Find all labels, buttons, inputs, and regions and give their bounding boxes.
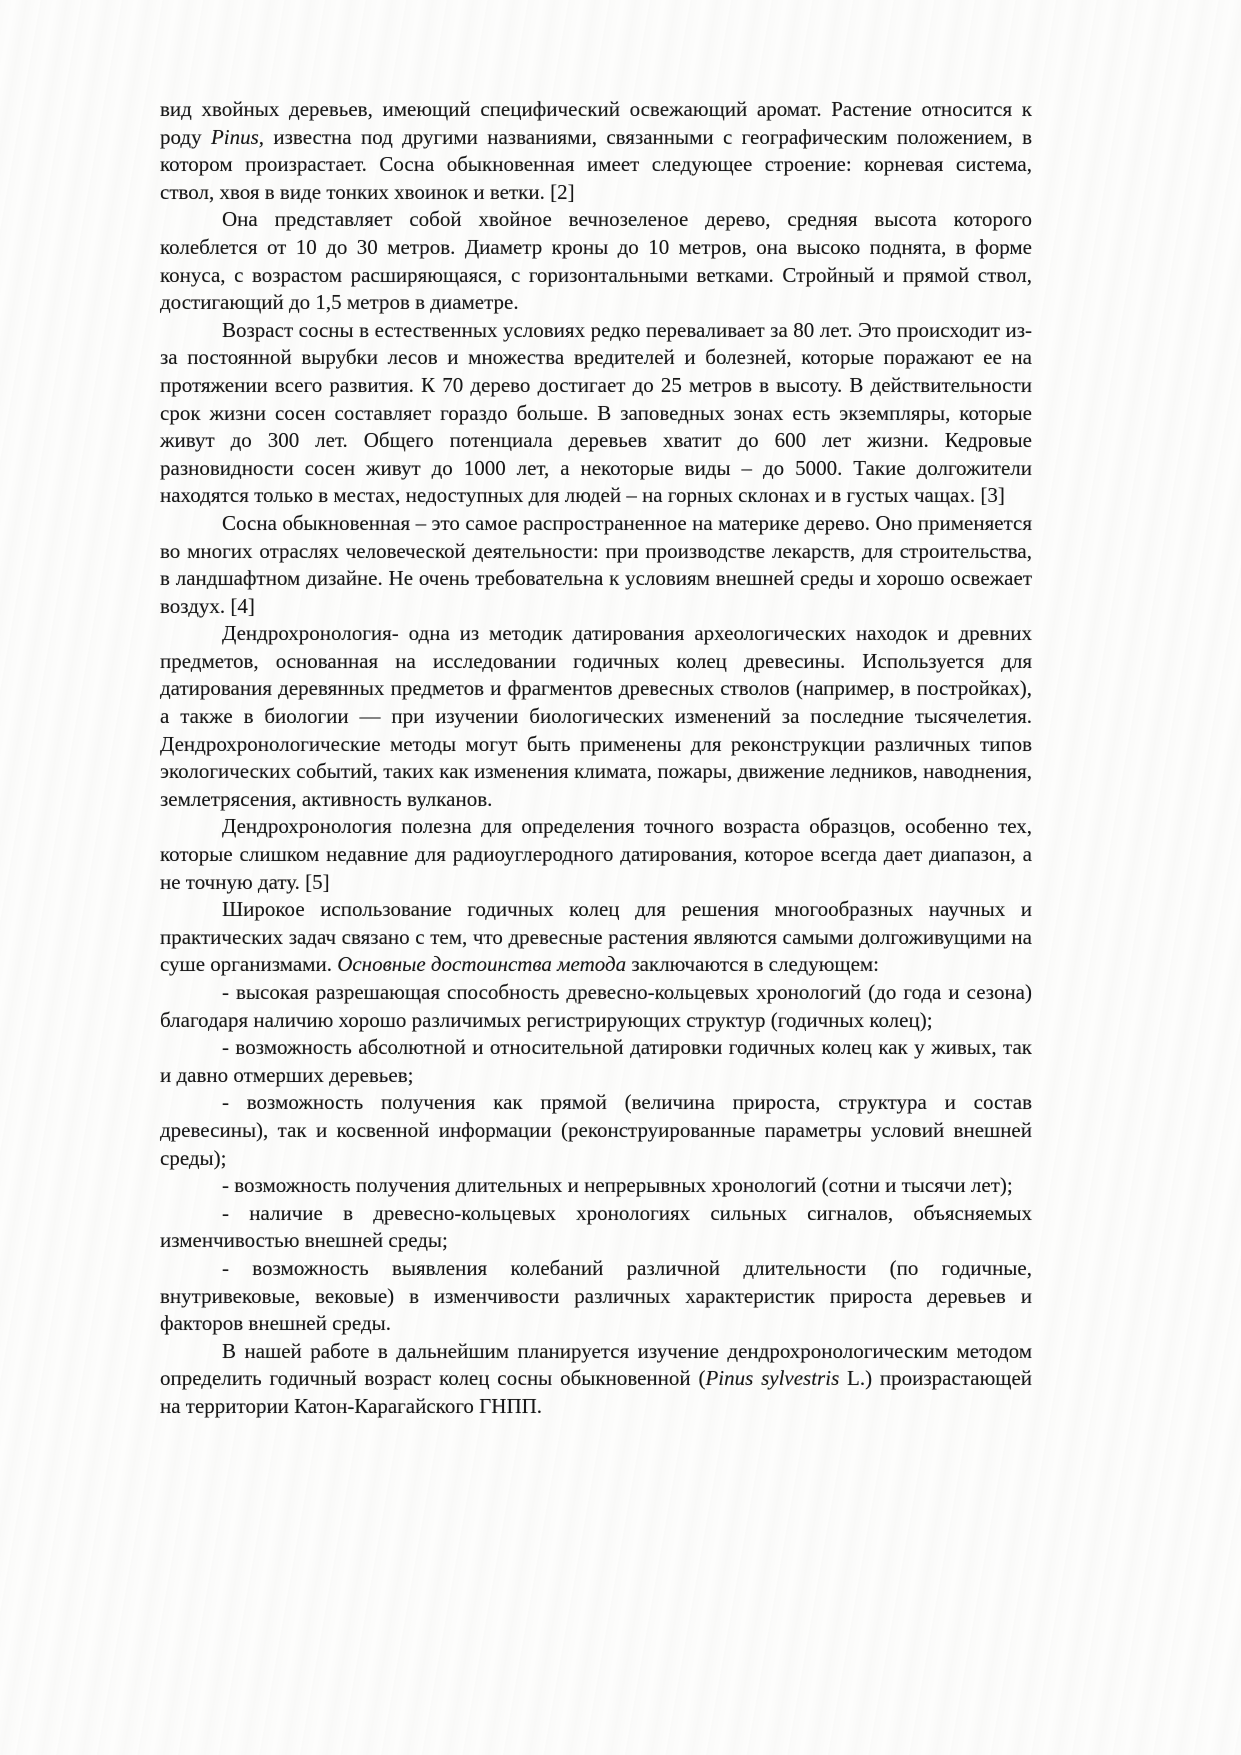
italic-text-run: Pinus sylvestris [705, 1366, 840, 1391]
text-run: Широкое использование годичных колец для решения многообразных научных и практических задач связано с тем, что древесные растения являются самыми долгоживущими на суше организмами. [160, 897, 1032, 977]
text-run: - высокая разрешающая способность древесно-кольцевых хронологий (до года и сезона) благодаря наличию хорошо различимых регистрирующих структур (годичных колец); [160, 980, 1032, 1032]
text-run: известна под другими названиями, связанными с географическим положением, в котором произрастает. Сосна обыкновенная имеет следующее строение: корневая система, ствол, хвоя в виде тонких хвоинок и ветки. [2] [160, 124, 1032, 204]
text-run: Возраст сосны в естественных условиях редко переваливает за 80 лет. Это происходит из-за постоянной вырубки лесов и множества вредителей и болезней, которые поражают ее на протяжении всего развития. К 70 дерево достигает до 25 метров в высоту. В действительности срок жизни сосен составляет гораздо больше. В заповедных зонах есть экземпляры, которые живут до 300 лет. Общего потенциала деревьев хватит до 600 лет жизни. Кедровые разновидности сосен живут до 1000 лет, а некоторые виды – до 5000. Такие долгожители находятся только в местах, недоступных для людей – на горных склонах и в густых чащах. [3] [160, 317, 1032, 508]
text-run: Дендрохронология полезна для определения точного возраста образцов, особенно тех, которые слишком недавние для радиоуглеродного датирования, которое всегда дает диапазон, а не точную дату. [5] [160, 814, 1032, 894]
text-run: Она представляет собой хвойное вечнозеленое дерево, средняя высота которого колеблется от 10 до 30 метров. Диаметр кроны до 10 метров, она высоко поднята, в форме конуса, с возрастом расширяющаяся, с горизонтальными ветками. Стройный и прямой ствол, достигающий до 1,5 метров в диаметре. [160, 207, 1032, 315]
paragraph [160, 1200, 1032, 1255]
paragraph [160, 317, 1032, 510]
text-run: В нашей работе в дальнейшим планируется изучение дендрохронологическим методом определить годичный возраст колец сосны обыкновенной ( [160, 1338, 1032, 1391]
text-run: вид хвойных деревьев, имеющий специфический освежающий аромат. Растение относится к роду [160, 97, 1032, 149]
italic-text-run: Основные достоинства метода [337, 952, 627, 977]
paragraph [160, 206, 1032, 316]
document-body [160, 96, 1032, 1421]
text-run: - возможность абсолютной и относительной датировки годичных колец как у живых, так и давно отмерших деревьев; [160, 1035, 1032, 1087]
paragraph [160, 1089, 1032, 1172]
text-run: - возможность получения длительных и непрерывных хронологий (сотни и тысячи лет); [222, 1173, 1013, 1198]
paragraph [160, 1034, 1032, 1089]
text-run: заключаются в следующем: [626, 952, 880, 977]
paragraph [160, 1338, 1032, 1421]
text-run: Дендрохронология- одна из методик датирования археологических находок и древних предметов, основанная на исследовании годичных колец древесины. Используется для датирования деревянных предметов и фрагментов древесных стволов (например, в постройках), а также в биологии — при изучении биологических изменений за последние тысячелетия. Дендрохронологические методы могут быть применены для реконструкции различных типов экологических событий, таких как изменения климата, пожары, движение ледников, наводнения, землетрясения, активность вулканов. [160, 621, 1032, 811]
italic-text-run: Pinus, [210, 124, 265, 149]
paragraph [160, 896, 1032, 979]
paragraph [160, 96, 1032, 206]
text-run: - возможность получения как прямой (величина прироста, структура и состав древесины), так и косвенной информации (реконструированные параметры условий внешней среды); [160, 1090, 1032, 1170]
text-run: Сосна обыкновенная – это самое распространенное на материке дерево. Оно применяется во многих отраслях человеческой деятельности: при производстве лекарств, для строительства, в ландшафтном дизайне. Не очень требовательна к условиям внешней среды и хорошо освежает воздух. [4] [160, 510, 1032, 618]
text-run: L.) произрастающей на территории Катон-Карагайского ГНПП. [160, 1366, 1032, 1418]
paragraph [160, 510, 1032, 620]
paragraph [160, 979, 1032, 1034]
paragraph [160, 1172, 1032, 1200]
paragraph [160, 620, 1032, 813]
paragraph [160, 1255, 1032, 1338]
text-run: - наличие в древесно-кольцевых хронологиях сильных сигналов, объясняемых изменчивостью внешней среды; [160, 1200, 1032, 1253]
text-run: - возможность выявления колебаний различной длительности (по годичные, внутривековые, вековые) в изменчивости различных характеристик прироста деревьев и факторов внешней среды. [160, 1255, 1032, 1336]
paragraph [160, 813, 1032, 896]
